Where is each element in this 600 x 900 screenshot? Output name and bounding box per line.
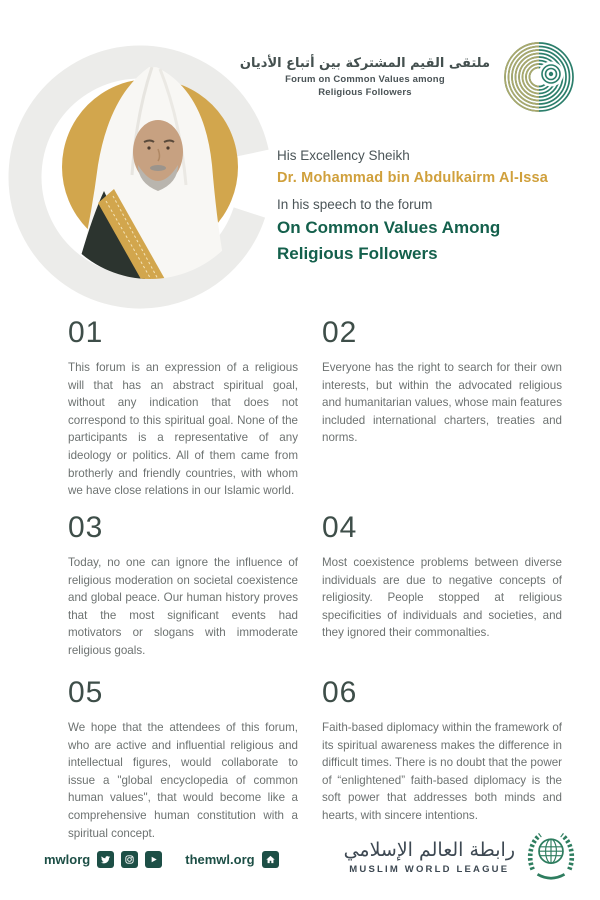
footer-social	[44, 851, 279, 868]
instagram-icon[interactable]	[121, 851, 138, 868]
speech-context: In his speech to the forum	[277, 197, 433, 212]
point-text: Most coexistence problems between diverse individuals are due to negative concepts of religiosity. People stopped at religious specificities of individuals and societies, and they ignored their commonalties.	[322, 556, 562, 640]
forum-name-title: On Common Values Among Religious Followers	[277, 218, 501, 263]
sheikh-portrait	[40, 55, 270, 295]
point-05	[68, 676, 298, 842]
forum-title-arabic: ملتقى القيم المشتركة بين أتباع الأديان	[239, 56, 490, 72]
honorific-line: His Excellency Sheikh	[277, 148, 410, 163]
youtube-play-icon[interactable]	[145, 851, 162, 868]
mwl-english-name: MUSLIM WORLD LEAGUE	[349, 864, 510, 876]
point-text: Faith-based diplomacy within the framework of its spiritual awareness makes the difference in difficult times. There is no doubt that the power of “enlightened” faith-based diplomacy is the soft power that addresses both minds and hearts, with sincere intentions.	[322, 721, 562, 823]
mwl-globe-wreath-emblem	[524, 829, 578, 885]
point-number: 06	[322, 676, 358, 709]
forum-logo-block	[240, 40, 582, 116]
point-text: We hope that the attendees of this forum, who are active and influential religious and intellectual figures, would collaborate to issue a "global encyclopedia of common human values", that would become like a comprehensive human constitution with a spiritual concept.	[68, 721, 298, 840]
point-text: Today, no one can ignore the influence of religious moderation on societal coexistence and global peace. Our human history proves that the most significant events had motivators or slogans with immoderate religious goals.	[68, 556, 298, 658]
point-number: 03	[68, 511, 104, 544]
point-02	[322, 316, 562, 447]
mwl-arabic-calligraphy: رابطة العالم الإسلامي	[343, 838, 515, 861]
point-text: This forum is an expression of a religious will that has an abstract spiritual goal, without any indication that does not correspond to this spiritual goal. None of the participants is a representative of any ideology or politics. All of them came from brotherly and friendly countries, with whom we have close relations in our Islamic world.	[68, 361, 298, 498]
point-number: 02	[322, 316, 358, 349]
point-number: 01	[68, 316, 104, 349]
point-03	[68, 511, 298, 660]
point-number: 05	[68, 676, 104, 709]
home-icon[interactable]	[262, 851, 279, 868]
point-01	[68, 316, 298, 500]
point-04	[322, 511, 562, 642]
website-url[interactable]: themwl.org	[185, 852, 255, 867]
speaker-name: Dr. Mohammad bin Abdulkairm Al-Issa	[277, 170, 549, 186]
speech-header	[277, 148, 577, 266]
swirl-rings-icon	[498, 40, 582, 116]
forum-title-english: Forum on Common Values among Religious Followers	[285, 74, 445, 98]
forum-logo-titles	[240, 56, 490, 100]
twitter-icon[interactable]	[97, 851, 114, 868]
point-number: 04	[322, 511, 358, 544]
point-text: Everyone has the right to search for their own interests, but within the advocated religious and humanitarian values, whose main features included international charters, treaties and norms.	[322, 361, 562, 445]
mwl-identity	[344, 829, 578, 885]
point-06	[322, 676, 562, 825]
mwl-wordmark	[344, 839, 515, 876]
social-handle[interactable]: mwlorg	[44, 852, 91, 867]
